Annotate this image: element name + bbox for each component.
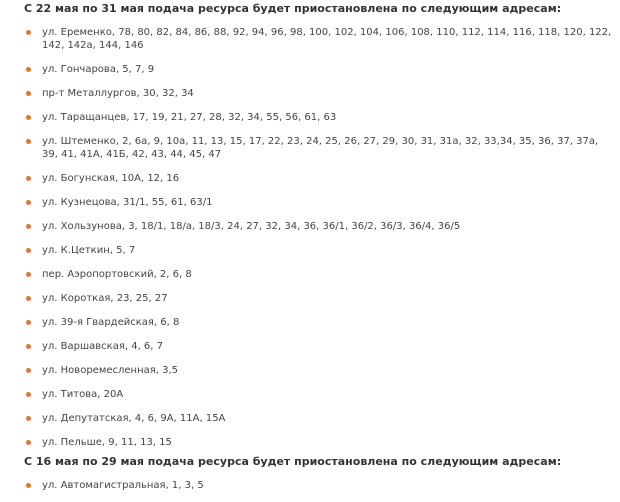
bullet-icon <box>26 392 31 397</box>
list-item: ул. Титова, 20А <box>0 388 620 401</box>
bullet-icon <box>26 139 31 144</box>
bullet-icon <box>26 91 31 96</box>
list-item: ул. 39-я Гвардейская, 6, 8 <box>0 316 620 329</box>
bullet-icon <box>26 483 31 488</box>
list-item: ул. Короткая, 23, 25, 27 <box>0 292 620 305</box>
list-item: ул. Депутатская, 4, 6, 9А, 11А, 15А <box>0 412 620 425</box>
list-item: ул. Кузнецова, 31/1, 55, 61, 63/1 <box>0 196 620 209</box>
bullet-icon <box>26 368 31 373</box>
list-item: ул. Новоремесленная, 3,5 <box>0 364 620 377</box>
address-list-may-22 <box>0 26 620 449</box>
list-item: ул. Гончарова, 5, 7, 9 <box>0 63 620 76</box>
bullet-icon <box>26 320 31 325</box>
section-heading-may-22: С 22 мая по 31 мая подача ресурса будет приостановлена по следующим адресам: <box>24 2 562 15</box>
list-item: ул. Пельше, 9, 11, 13, 15 <box>0 436 620 449</box>
list-item: ул. Автомагистральная, 1, 3, 5 <box>0 479 620 492</box>
bullet-icon <box>26 416 31 421</box>
bullet-icon <box>26 272 31 277</box>
list-item: ул. Хользунова, 3, 18/1, 18/а, 18/3, 24, 27, 32, 34, 36, 36/1, 36/2, 36/3, 36/4, 36/5 <box>0 220 620 233</box>
bullet-icon <box>26 176 31 181</box>
list-item: ул. Штеменко, 2, 6а, 9, 10а, 11, 13, 15, 17, 22, 23, 24, 25, 26, 27, 29, 30, 31, 31а, 32, 33,34, 35, 36, 37, 37а, 39, 41, 41А, 41Б, 42, 43, 44, 45, 47 <box>0 135 620 161</box>
bullet-icon <box>26 344 31 349</box>
list-item: ул. Варшавская, 4, 6, 7 <box>0 340 620 353</box>
bullet-icon <box>26 67 31 72</box>
section-heading-may-16: С 16 мая по 29 мая подача ресурса будет приостановлена по следующим адресам: <box>24 455 562 468</box>
list-item: ул. Еременко, 78, 80, 82, 84, 86, 88, 92, 94, 96, 98, 100, 102, 104, 106, 108, 110, 112, 114, 116, 118, 120, 122, 142, 142а, 144, 146 <box>0 26 620 52</box>
list-item: ул. Таращанцев, 17, 19, 21, 27, 28, 32, 34, 55, 56, 61, 63 <box>0 111 620 124</box>
bullet-icon <box>26 296 31 301</box>
list-item: пер. Аэропортовский, 2, 6, 8 <box>0 268 620 281</box>
list-item: ул. Богунская, 10А, 12, 16 <box>0 172 620 185</box>
bullet-icon <box>26 115 31 120</box>
address-list-may-16 <box>0 479 620 492</box>
bullet-icon <box>26 30 31 35</box>
bullet-icon <box>26 440 31 445</box>
list-item: ул. К.Цеткин, 5, 7 <box>0 244 620 257</box>
bullet-icon <box>26 224 31 229</box>
list-item: пр-т Металлургов, 30, 32, 34 <box>0 87 620 100</box>
bullet-icon <box>26 200 31 205</box>
bullet-icon <box>26 248 31 253</box>
